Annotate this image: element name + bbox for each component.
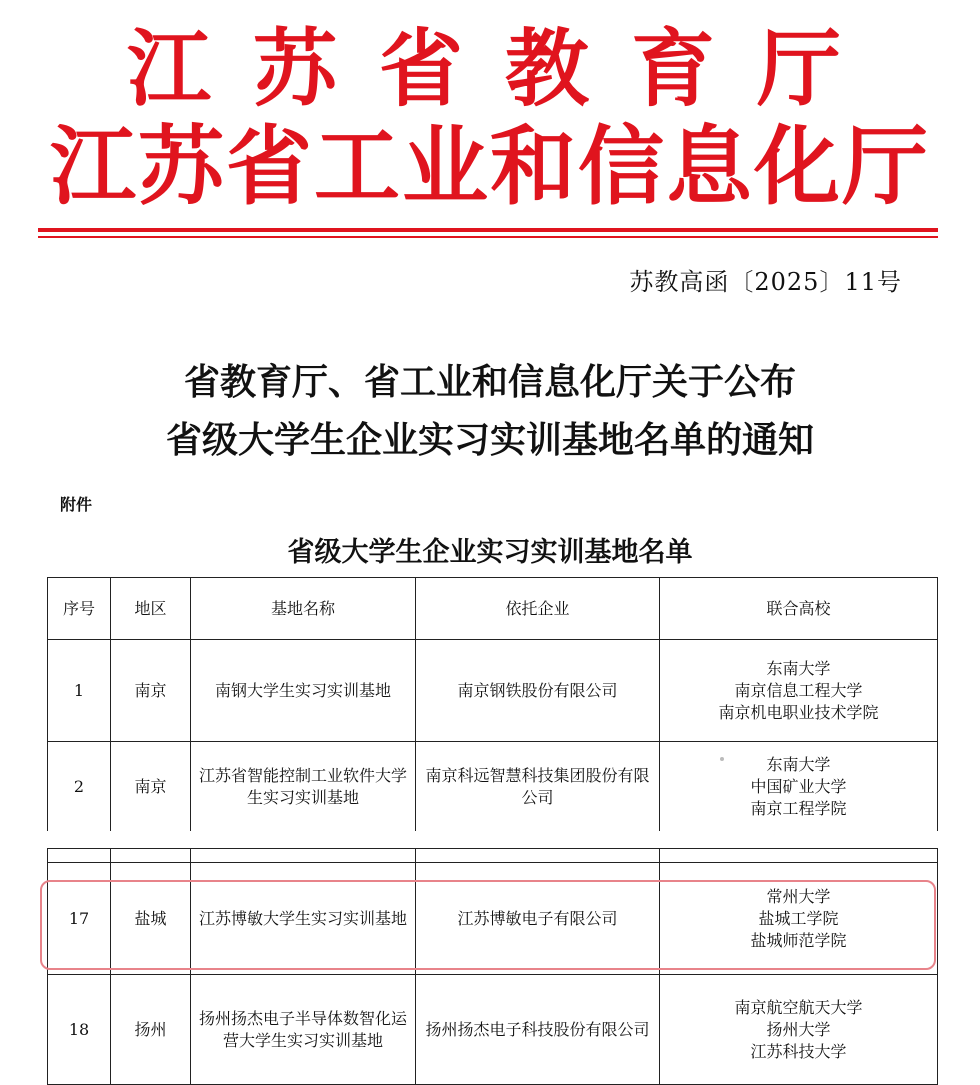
annex-label: 附件	[60, 495, 93, 514]
college: 南京机电职业技术学院	[718, 702, 879, 722]
college: 扬州大学	[766, 1019, 831, 1039]
row-company: 扬州扬杰电子科技股份有限公司	[416, 975, 660, 1085]
college: 东南大学	[766, 754, 831, 774]
college: 盐城师范学院	[750, 930, 847, 950]
row-base: 扬州扬杰电子半导体数智化运营大学生实习实训基地	[191, 975, 416, 1085]
row-region: 南京	[111, 640, 191, 742]
issuer-education-department: 江苏省教育厅	[126, 19, 883, 118]
college: 南京航空航天大学	[734, 997, 863, 1017]
header-rule-thick	[38, 228, 938, 232]
issuer-industry-department: 江苏省工业和信息化厅	[50, 116, 930, 217]
college: 江苏科技大学	[750, 1041, 847, 1061]
row-no: 18	[48, 975, 111, 1085]
college: 南京工程学院	[750, 798, 847, 818]
header-base: 基地名称	[191, 578, 416, 640]
header-colleges: 联合高校	[660, 578, 938, 640]
row-colleges	[660, 640, 938, 742]
table-cut-gap	[40, 831, 950, 847]
base-list-table-bottom	[47, 848, 938, 1085]
list-title: 省级大学生企业实习实训基地名单	[287, 537, 693, 568]
header-company: 依托企业	[416, 578, 660, 640]
header-region: 地区	[111, 578, 191, 640]
table-header-row	[48, 578, 938, 640]
row-no: 2	[48, 742, 111, 832]
row-company: 江苏博敏电子有限公司	[416, 863, 660, 975]
row-region: 南京	[111, 742, 191, 832]
table-row-fragment	[48, 849, 938, 863]
college: 南京信息工程大学	[734, 680, 863, 700]
row-no: 1	[48, 640, 111, 742]
row-region: 盐城	[111, 863, 191, 975]
row-base: 江苏省智能控制工业软件大学生实习实训基地	[191, 742, 416, 832]
table-row	[48, 975, 938, 1085]
college: 常州大学	[766, 886, 831, 906]
notice-title-line1: 省教育厅、省工业和信息化厅关于公布	[183, 361, 796, 403]
table-row-highlighted	[48, 863, 938, 975]
college: 中国矿业大学	[750, 776, 847, 796]
header-rule-thin	[38, 236, 938, 238]
college: 东南大学	[766, 658, 831, 678]
row-no: 17	[48, 863, 111, 975]
row-company: 南京钢铁股份有限公司	[416, 640, 660, 742]
header-no: 序号	[48, 578, 111, 640]
table-row	[48, 742, 938, 832]
notice-title-line2: 省级大学生企业实习实训基地名单的通知	[165, 419, 814, 461]
base-list-table-top	[47, 577, 938, 832]
row-base: 江苏博敏大学生实习实训基地	[191, 863, 416, 975]
row-colleges	[660, 863, 938, 975]
row-base: 南钢大学生实习实训基地	[191, 640, 416, 742]
row-colleges	[660, 975, 938, 1085]
college: 盐城工学院	[758, 908, 839, 928]
table-row	[48, 640, 938, 742]
row-region: 扬州	[111, 975, 191, 1085]
document-number: 苏教高函〔2025〕11号	[629, 268, 902, 296]
row-company: 南京科远智慧科技集团股份有限公司	[416, 742, 660, 832]
scan-speck	[720, 757, 724, 761]
row-colleges	[660, 742, 938, 832]
